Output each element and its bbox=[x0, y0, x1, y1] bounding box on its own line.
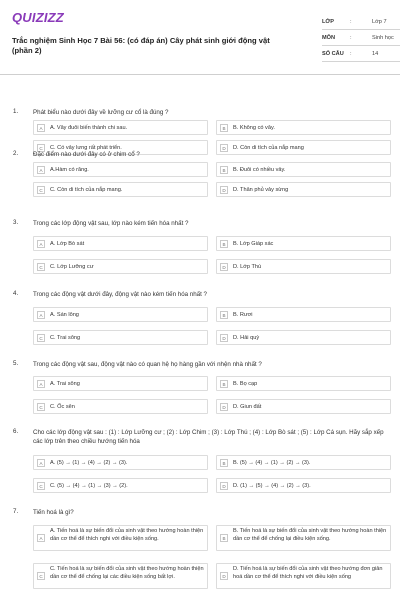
option-text: C. Trai sông bbox=[50, 335, 81, 341]
option-c[interactable] bbox=[33, 399, 208, 414]
meta-row-grade bbox=[322, 14, 400, 30]
option-letter-badge: D bbox=[220, 263, 228, 271]
option-text: B. Lớp Giáp xác bbox=[233, 241, 274, 247]
question-text: Trong các động vật dưới đây, động vật nào kém tiến hóa nhất ? bbox=[33, 291, 207, 298]
option-letter-badge: B bbox=[220, 240, 228, 248]
option-text: D. (1) → (5) → (4) → (2) → (3). bbox=[233, 483, 311, 489]
option-letter-badge: D bbox=[220, 482, 228, 490]
question-number: 3. bbox=[13, 219, 19, 226]
option-text: C. Còn di tích của nắp mang. bbox=[50, 187, 123, 193]
option-letter-badge: C bbox=[37, 263, 45, 271]
meta-row-subject bbox=[322, 30, 400, 46]
option-a[interactable] bbox=[33, 307, 208, 322]
option-a[interactable] bbox=[33, 455, 208, 470]
option-letter-badge: C bbox=[37, 572, 45, 580]
option-text: A. Trai sông bbox=[50, 381, 80, 387]
quiz-header bbox=[12, 8, 394, 66]
option-b[interactable] bbox=[216, 525, 391, 551]
option-text: D. Giun đất bbox=[233, 404, 262, 410]
option-d[interactable] bbox=[216, 182, 391, 197]
question-text: Tiến hoá là gì? bbox=[33, 509, 74, 516]
option-text: C. Lớp Lưỡng cư bbox=[50, 264, 94, 270]
page-title: Trắc nghiệm Sinh Học 7 Bài 56: (có đáp án) Cây phát sinh giới động vật (phần 2) bbox=[12, 36, 270, 55]
option-text: C. (5) → (4) → (1) → (3) → (2). bbox=[50, 483, 128, 489]
option-text: B. Tiến hoá là sự biến đổi của sinh vật theo hướng hoàn thiện dần cơ thể để chống lại điều kiện sống. bbox=[233, 528, 387, 542]
option-letter-badge: D bbox=[220, 334, 228, 342]
option-text: A. (5) → (1) → (4) → (2) → (3). bbox=[50, 460, 128, 466]
option-letter-badge: B bbox=[220, 459, 228, 467]
question-number: 2. bbox=[13, 150, 19, 157]
option-a[interactable] bbox=[33, 162, 208, 177]
option-b[interactable] bbox=[216, 455, 391, 470]
option-b[interactable] bbox=[216, 376, 391, 391]
header-divider bbox=[0, 74, 400, 75]
option-text: B. (5) → (4) → (1) → (2) → (3). bbox=[233, 460, 311, 466]
option-letter-badge: C bbox=[37, 144, 45, 152]
question-number: 7. bbox=[13, 508, 19, 515]
option-letter-badge: C bbox=[37, 403, 45, 411]
option-d[interactable] bbox=[216, 478, 391, 493]
option-letter-badge: A bbox=[37, 166, 45, 174]
option-letter-badge: B bbox=[220, 124, 228, 132]
option-text: B. Rươi bbox=[233, 312, 253, 318]
option-d[interactable] bbox=[216, 259, 391, 274]
option-text: B. Bọ cạp bbox=[233, 381, 258, 387]
option-c[interactable] bbox=[33, 478, 208, 493]
option-text: D. Thân phủ vảy sừng bbox=[233, 187, 289, 193]
option-d[interactable] bbox=[216, 399, 391, 414]
question-text: Cho các lớp động vật sau : (1) : Lớp Lưỡng cư ; (2) : Lớp Chim ; (3) : Lớp Thú ; (4) : Lớp Bò sát ; (5) : Lớp Cá sụn. Hãy sắp xếp các lớp trên theo chiều hướng tiến hóa bbox=[33, 429, 384, 445]
option-d[interactable] bbox=[216, 330, 391, 345]
option-c[interactable] bbox=[33, 563, 208, 589]
option-c[interactable] bbox=[33, 330, 208, 345]
option-letter-badge: A bbox=[37, 311, 45, 319]
option-a[interactable] bbox=[33, 236, 208, 251]
option-text: D. Lớp Thú bbox=[233, 264, 262, 270]
quiz-meta-table bbox=[322, 14, 400, 62]
option-letter-badge: D bbox=[220, 144, 228, 152]
option-letter-badge: A bbox=[37, 459, 45, 467]
option-a[interactable] bbox=[33, 120, 208, 135]
option-d[interactable] bbox=[216, 563, 391, 589]
question-text: Trong các động vật sau, động vật nào có quan hệ họ hàng gần với nhện nhà nhất ? bbox=[33, 361, 262, 368]
option-letter-badge: B bbox=[220, 311, 228, 319]
option-text: A. Lớp Bò sát bbox=[50, 241, 85, 247]
option-letter-badge: A bbox=[37, 380, 45, 388]
quizizz-logo[interactable]: QUIZIZZ bbox=[12, 10, 64, 25]
option-b[interactable] bbox=[216, 120, 391, 135]
option-text: B. Đuôi có nhiều vảy. bbox=[233, 167, 286, 173]
meta-row-question-count bbox=[322, 46, 400, 62]
option-text: C. Tiến hoá là sự biến đổi của sinh vật theo hướng hoàn thiện dần cơ thể để chống lại các điều kiện sống bất lợi. bbox=[50, 566, 204, 580]
option-letter-badge: A bbox=[37, 124, 45, 132]
option-text: C. Ốc sên bbox=[50, 404, 75, 410]
option-a[interactable] bbox=[33, 525, 208, 551]
option-b[interactable] bbox=[216, 236, 391, 251]
option-text: A. Tiến hoá là sự biến đổi của sinh vật theo hướng hoàn thiện dần cơ thể để thích nghi với điều kiện sống. bbox=[50, 528, 204, 542]
meta-value: Sinh học bbox=[372, 35, 394, 41]
option-text: B. Không có vây. bbox=[233, 125, 275, 131]
question-text: Đặc điểm nào dưới đây có ở chim cổ ? bbox=[33, 151, 140, 158]
option-c[interactable] bbox=[33, 182, 208, 197]
question-text: Phát biểu nào dưới đây về lưỡng cư cổ là đúng ? bbox=[33, 109, 169, 116]
meta-colon: : bbox=[350, 51, 352, 57]
question-number: 6. bbox=[13, 428, 19, 435]
option-a[interactable] bbox=[33, 376, 208, 391]
option-text: D. Còn di tích của nắp mang bbox=[233, 145, 304, 151]
meta-colon: : bbox=[350, 19, 352, 25]
option-text: D. Hải quỳ bbox=[233, 335, 260, 341]
question-number: 5. bbox=[13, 360, 19, 367]
option-letter-badge: D bbox=[220, 572, 228, 580]
option-text: C. Có vảy lưng rất phát triển. bbox=[50, 145, 122, 151]
option-letter-badge: A bbox=[37, 240, 45, 248]
question-number: 1. bbox=[13, 108, 19, 115]
option-letter-badge: D bbox=[220, 186, 228, 194]
option-letter-badge: B bbox=[220, 380, 228, 388]
option-b[interactable] bbox=[216, 307, 391, 322]
meta-key: MÔN bbox=[322, 35, 336, 41]
option-letter-badge: B bbox=[220, 534, 228, 542]
option-letter-badge: A bbox=[37, 534, 45, 542]
option-text: A. Sán lông bbox=[50, 312, 79, 318]
option-letter-badge: C bbox=[37, 482, 45, 490]
question-number: 4. bbox=[13, 290, 19, 297]
option-letter-badge: C bbox=[37, 186, 45, 194]
option-letter-badge: D bbox=[220, 403, 228, 411]
option-letter-badge: B bbox=[220, 166, 228, 174]
option-text: D. Tiến hoá là sự biến đổi của sinh vật theo hướng đơn giản hoá dần cơ thể để thích nghi với điều kiện sống bbox=[233, 566, 383, 580]
meta-colon: : bbox=[350, 35, 352, 41]
option-b[interactable] bbox=[216, 162, 391, 177]
question-text: Trong các lớp động vật sau, lớp nào kém tiến hóa nhất ? bbox=[33, 220, 189, 227]
meta-key: SỐ CÂU bbox=[322, 51, 344, 57]
option-letter-badge: C bbox=[37, 334, 45, 342]
option-text: A.Hàm có răng. bbox=[50, 167, 89, 173]
meta-value: 14 bbox=[372, 51, 379, 57]
option-text: A. Vây đuôi biến thành chi sau. bbox=[50, 125, 128, 131]
meta-value: Lớp 7 bbox=[372, 19, 387, 25]
option-c[interactable] bbox=[33, 259, 208, 274]
meta-key: LỚP bbox=[322, 19, 334, 25]
